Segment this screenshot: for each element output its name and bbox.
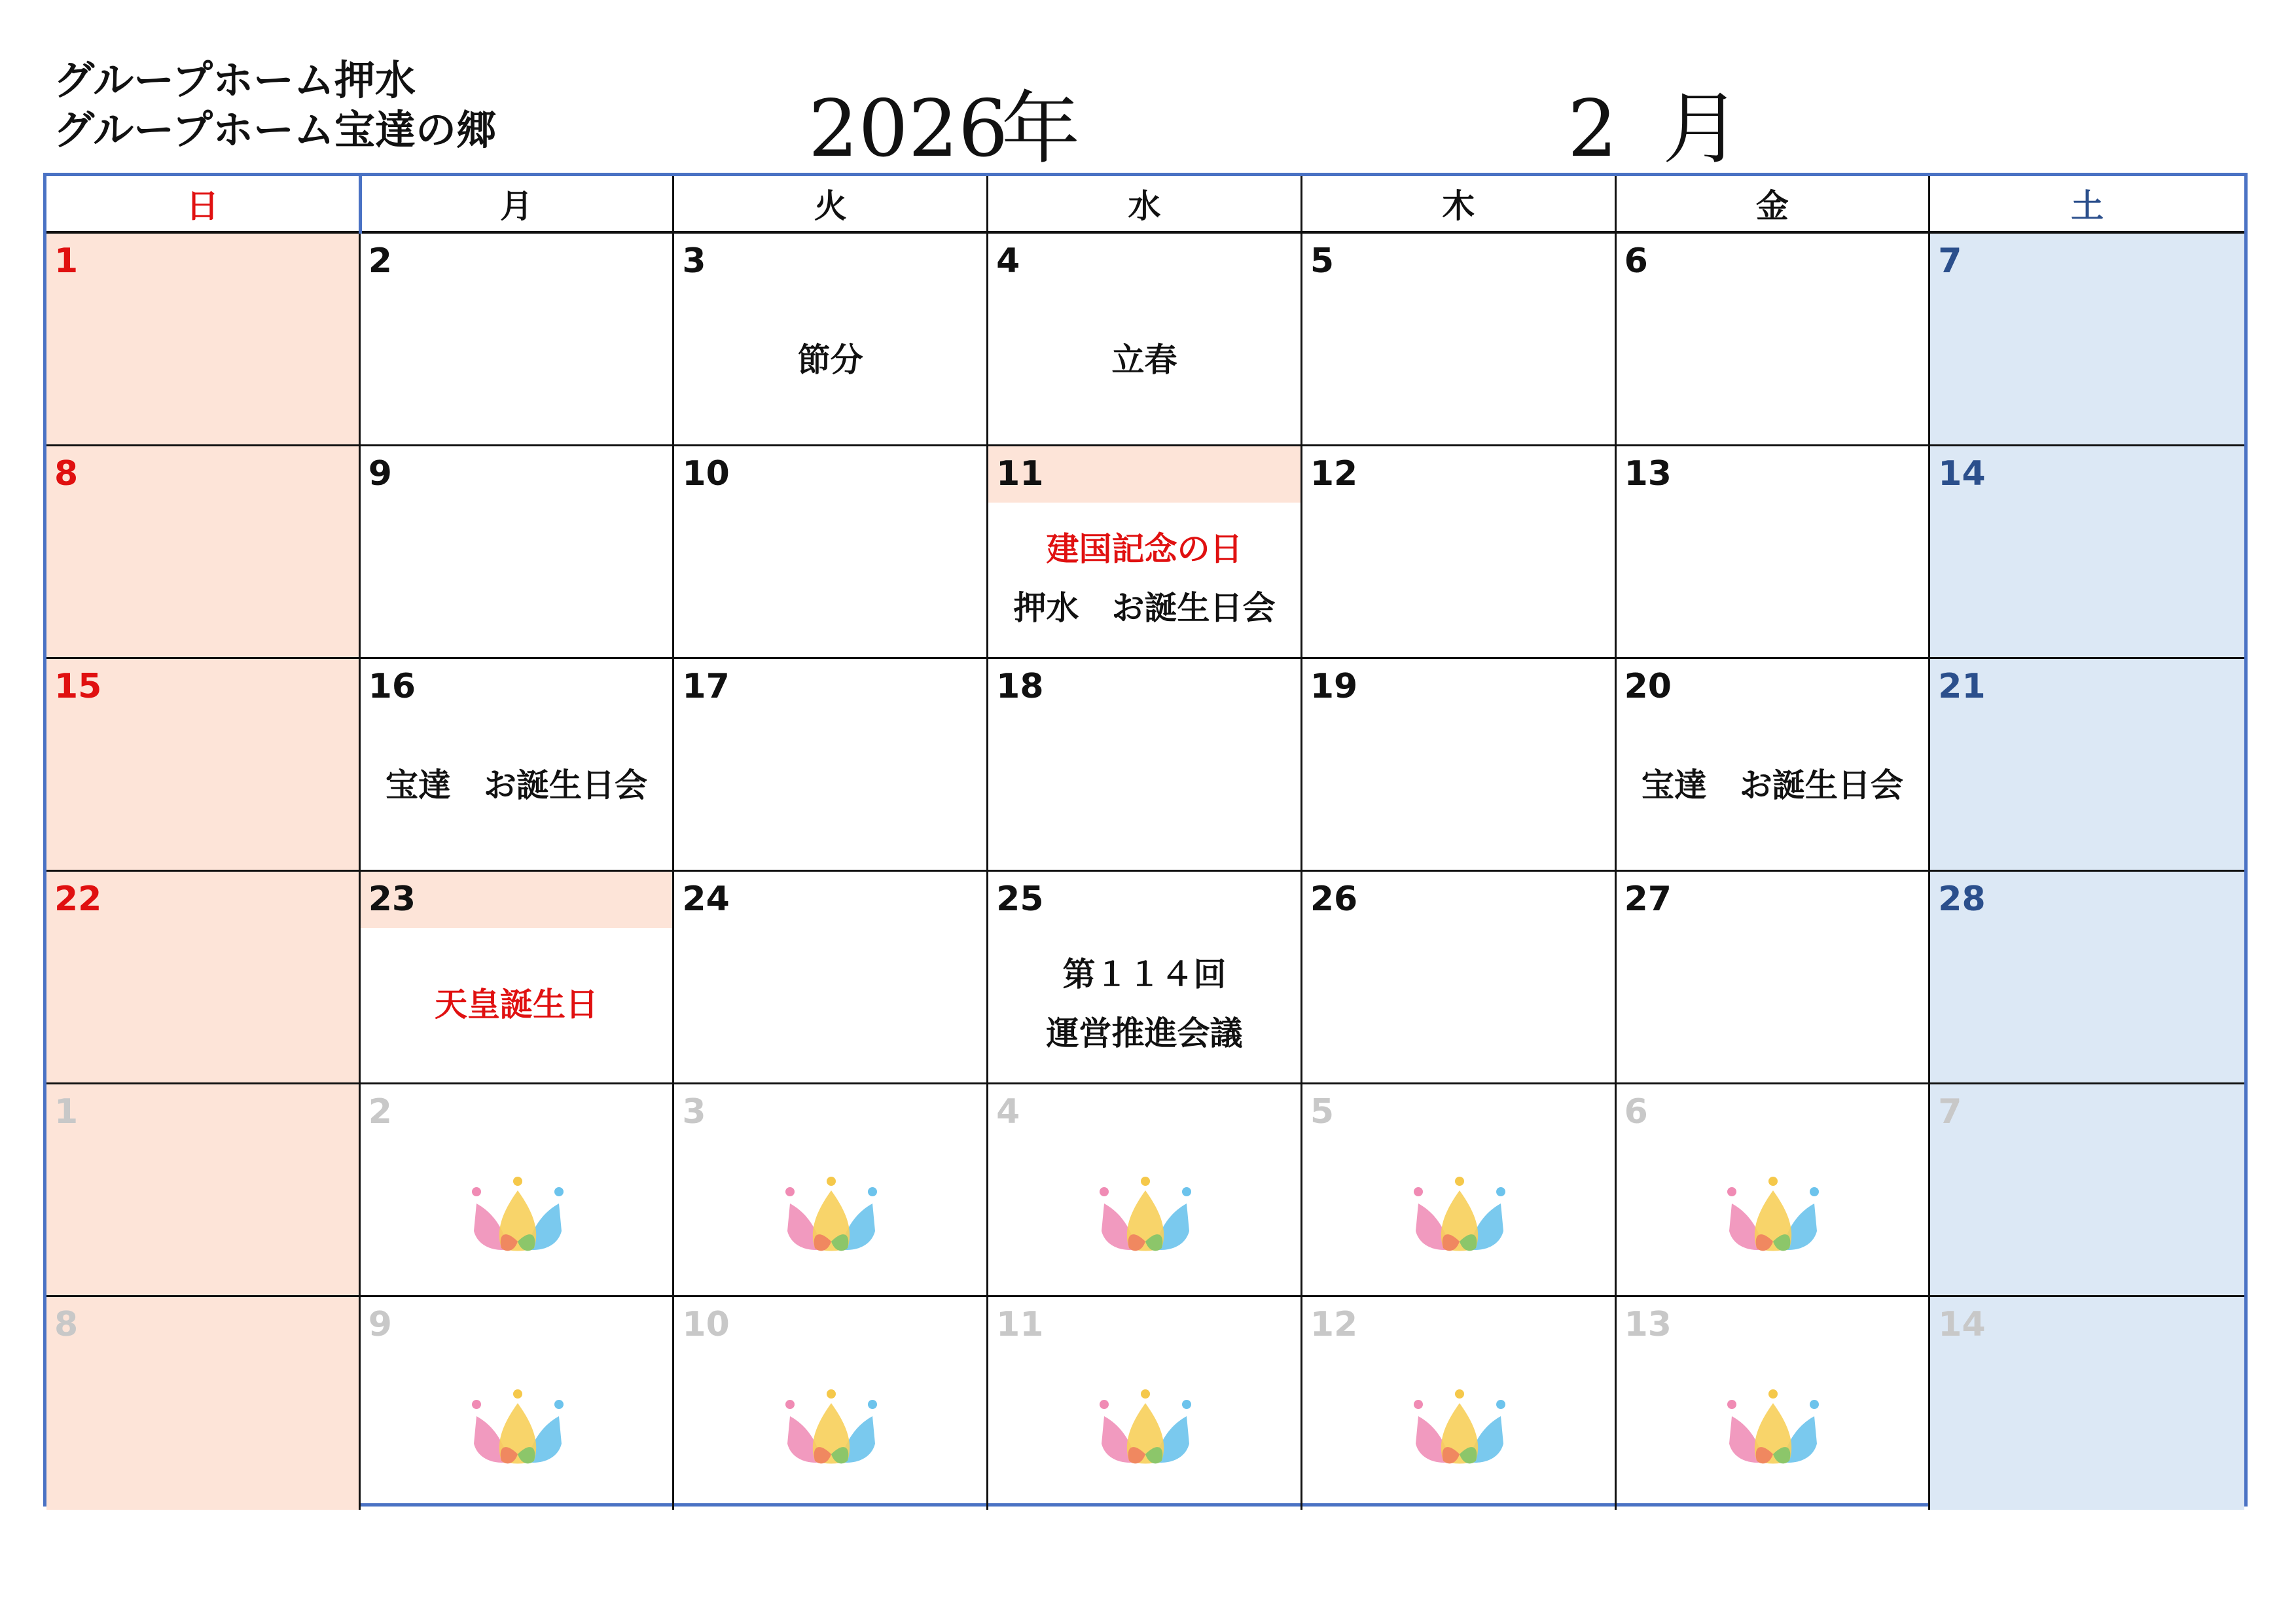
day-number: 4	[996, 1092, 1020, 1132]
day-cell[interactable]	[1617, 659, 1931, 872]
day-number: 25	[996, 880, 1044, 919]
day-number: 5	[1310, 241, 1335, 281]
crown-logo-icon	[1410, 1176, 1509, 1255]
month-number: 2	[1568, 84, 1618, 175]
day-number: 6	[1624, 241, 1648, 281]
day-cell[interactable]	[988, 1084, 1302, 1297]
day-number: 19	[1310, 667, 1358, 706]
crown-logo-icon	[782, 1389, 880, 1467]
day-number: 13	[1624, 454, 1672, 493]
day-number: 16	[368, 667, 416, 706]
day-cell[interactable]	[46, 1084, 361, 1297]
day-number: 4	[996, 241, 1020, 281]
weekday-header-mon: 月	[361, 176, 675, 234]
day-number: 22	[54, 880, 102, 919]
crown-logo-icon	[1096, 1389, 1194, 1467]
crown-logo-icon	[1724, 1176, 1822, 1255]
day-cell[interactable]	[674, 872, 988, 1084]
event-text: 宝達 お誕生日会	[386, 766, 648, 804]
month-unit: 月	[1662, 84, 1741, 175]
day-cell[interactable]	[1930, 659, 2244, 872]
day-cell[interactable]	[1930, 1297, 2244, 1510]
event-text: 押水 お誕生日会	[1013, 589, 1276, 627]
day-cell[interactable]	[674, 446, 988, 659]
day-number: 3	[682, 241, 706, 281]
day-cell[interactable]	[1930, 446, 2244, 659]
org-line-2: グループホーム宝達の郷	[54, 106, 497, 154]
day-number: 17	[682, 667, 730, 706]
day-number: 10	[682, 454, 730, 493]
event-text: 天皇誕生日	[435, 986, 599, 1024]
day-cell[interactable]	[46, 1297, 361, 1510]
day-cell[interactable]	[1302, 1297, 1617, 1510]
day-number: 2	[368, 241, 392, 281]
calendar-grid	[43, 173, 2248, 1507]
day-cell[interactable]	[46, 872, 361, 1084]
day-number: 7	[1938, 241, 1962, 281]
day-cell[interactable]	[361, 234, 675, 446]
day-cell[interactable]	[988, 234, 1302, 446]
weekday-header-sat: 土	[1930, 176, 2244, 234]
day-cell[interactable]	[361, 659, 675, 872]
day-cell[interactable]	[1617, 1084, 1931, 1297]
day-number: 21	[1938, 667, 1986, 706]
day-number: 12	[1310, 454, 1358, 493]
year-unit: 年	[1001, 84, 1080, 175]
day-cell[interactable]	[988, 1297, 1302, 1510]
crown-logo-icon	[1096, 1176, 1194, 1255]
day-cell[interactable]	[1302, 234, 1617, 446]
weekday-header-wed: 水	[988, 176, 1302, 234]
day-number: 23	[368, 880, 416, 919]
day-cell[interactable]	[1617, 1297, 1931, 1510]
day-cell[interactable]	[988, 659, 1302, 872]
day-number: 11	[996, 1305, 1044, 1344]
day-cell[interactable]	[988, 446, 1302, 659]
event-text: 運営推進会議	[1046, 1014, 1243, 1052]
day-number: 18	[996, 667, 1044, 706]
crown-logo-icon	[782, 1176, 880, 1255]
day-number: 6	[1624, 1092, 1648, 1132]
day-cell[interactable]	[361, 446, 675, 659]
event-text: 節分	[797, 341, 863, 379]
crown-logo-icon	[1410, 1389, 1509, 1467]
day-number: 14	[1938, 454, 1986, 493]
day-number: 15	[54, 667, 102, 706]
day-cell[interactable]	[674, 1084, 988, 1297]
day-cell[interactable]	[46, 234, 361, 446]
day-number: 12	[1310, 1305, 1358, 1344]
day-number: 7	[1938, 1092, 1962, 1132]
day-number: 27	[1624, 880, 1672, 919]
day-cell[interactable]	[46, 446, 361, 659]
day-cell[interactable]	[1617, 872, 1931, 1084]
day-number: 2	[368, 1092, 392, 1132]
day-number: 9	[368, 1305, 392, 1344]
day-cell[interactable]	[1617, 234, 1931, 446]
event-text: 建国記念の日	[1046, 530, 1243, 568]
day-cell[interactable]	[988, 872, 1302, 1084]
day-number: 13	[1624, 1305, 1672, 1344]
day-cell[interactable]	[46, 659, 361, 872]
day-number: 14	[1938, 1305, 1986, 1344]
year-number: 2026	[808, 84, 1009, 175]
day-number: 9	[368, 454, 392, 493]
org-line-1: グループホーム押水	[54, 56, 416, 104]
day-cell[interactable]	[1930, 1084, 2244, 1297]
day-cell[interactable]	[1302, 446, 1617, 659]
event-text: 宝達 お誕生日会	[1641, 766, 1903, 804]
day-cell[interactable]	[1302, 659, 1617, 872]
day-cell[interactable]	[1302, 1084, 1617, 1297]
crown-logo-icon	[469, 1389, 567, 1467]
crown-logo-icon	[469, 1176, 567, 1255]
crown-logo-icon	[1724, 1389, 1822, 1467]
day-cell[interactable]	[1617, 446, 1931, 659]
weekday-header-fri: 金	[1617, 176, 1931, 234]
day-number: 8	[54, 1305, 79, 1344]
weekday-header-thu: 木	[1302, 176, 1617, 234]
day-number: 28	[1938, 880, 1986, 919]
day-number: 24	[682, 880, 730, 919]
day-number: 11	[996, 454, 1044, 493]
day-number: 1	[54, 1092, 79, 1132]
day-cell[interactable]	[1302, 872, 1617, 1084]
day-cell[interactable]	[361, 1297, 675, 1510]
day-number: 3	[682, 1092, 706, 1132]
sunday-column-divider	[359, 176, 362, 234]
weekday-header-sun: 日	[46, 176, 361, 234]
day-number: 26	[1310, 880, 1358, 919]
event-text: 立春	[1111, 341, 1177, 379]
day-number: 20	[1624, 667, 1672, 706]
day-number: 10	[682, 1305, 730, 1344]
event-text: 第１１４回	[1062, 955, 1227, 993]
day-cell[interactable]	[361, 872, 675, 1084]
day-number: 5	[1310, 1092, 1335, 1132]
day-number: 1	[54, 241, 79, 281]
day-cell[interactable]	[674, 234, 988, 446]
day-cell[interactable]	[1930, 234, 2244, 446]
day-cell[interactable]	[674, 1297, 988, 1510]
day-cell[interactable]	[1930, 872, 2244, 1084]
weekday-header-tue: 火	[674, 176, 988, 234]
day-cell[interactable]	[361, 1084, 675, 1297]
day-number: 8	[54, 454, 79, 493]
day-cell[interactable]	[674, 659, 988, 872]
